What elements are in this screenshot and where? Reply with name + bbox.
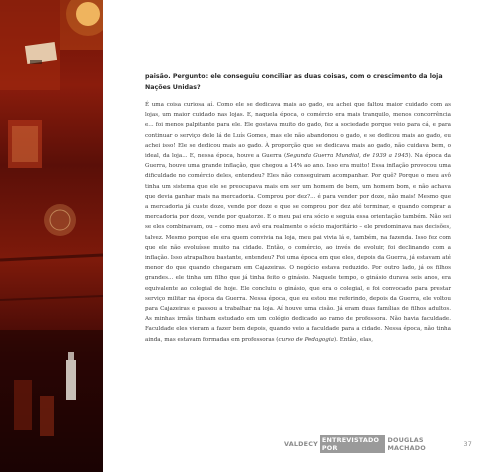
answer-part-2: ). Na época da Guerra, houve uma grande inflação, que chegou a 14% ao ano. Isso era muito! Essa inflação provocou uma dificuldade no comércio deles, entendeu? Eles não conseguiram acompanhar. Por quê? Porque o meu avô tinha um sistema que ele se preocupava mais em ser um homem de bem, um homem bom, e não achava que devia ganhar mais na mercadoria. Comprou por dez?... é para vender por doze, não mais! Mesmo que a mercadoria já custe doze, vende por doze e que se comprou por dez até terminar, e quando comprar a mercadoria por doze, vende por quatorze. E o meu pai era sócio e seguia essa orientação também. Não sei se eles combinavam, ou – como meu avô era realmente o sócio majoritário – ele predominava nas decisões, talvez. Mesmo porque ele era quem convivia na loja, meu pai vivia lá e, também, na fazenda. Isso fez com que ele não evoluísse muito na cidade. Então, o comércio, ao invés de evoluir, foi declinando com a inflação. Isso atrapalhou bastante, entendeu? Foi uma época em que eles, depois da Guerra, já estavam até menor do que quando chegaram em Cajazeiras. O negócio estava reduzido. Por outro lado, já os filhos grandes... ele tinha um filho que já tinha feito o ginásio. Naquele tempo, o ginásio durava seis anos, era equivalente ao colegial de hoje. Ele concluiu o ginásio, que era o colegial, e foi convocado para prestar serviço militar na época da Guerra. Nessa época, que eu estou me referindo, depois da Guerra, ele voltou para Cajazeiras e passou a trabalhar na loja. Aí houve uma cisão. Já eram duas famílias de filhos adultos. As minhas irmãs tinham estudado em um colégio dedicado ao ramo de professora. Não havia faculdade. Faculdade eles vieram a fazer bem depois, quando veio a faculdade para a cidade. Nessa época, não tinha ainda, mas estavam formadas em professoras (	[145, 153, 452, 343]
footer-label: ENTREVISTADO POR	[320, 435, 386, 453]
interview-answer	[145, 100, 451, 345]
footer-interviewee: VALDECY	[284, 439, 318, 448]
interview-question: paisão. Pergunto: ele conseguiu conciliar as duas coisas, com o crescimento da loja Nações Unidas?	[145, 73, 443, 91]
photo-art	[0, 0, 103, 472]
footer-author: DOUGLAS MACHADO	[387, 435, 426, 452]
document-page	[112, 0, 472, 472]
cover-photo	[0, 0, 103, 472]
answer-part-3: ). Então, elas,	[334, 336, 374, 343]
page-number: 37	[463, 439, 472, 448]
answer-italic-2: curso de Pedagogia	[278, 336, 334, 343]
page-footer	[284, 435, 472, 452]
answer-italic-1: Segunda Guerra Mundial, de 1939 a 1945	[286, 153, 409, 160]
answer-part-1: É uma coisa curiosa aí. Como ele se dedicava mais ao gado, eu achei que faltou maior cuidado com as lojas, um maior cuidado nas lojas. E, naquela época, o comércio era mais tranquilo, menos concorrência e... foi menos palpitante para ele. Ele gostava muito do gado, fez a sociedade porque veio para cá, e para continuar o serviço dele lá de Luís Gomes, mas ele não abandonou o gado, e se dedicou mais ao gado, eu achei isso! Ele se dedicou mais ao gado. À proporção que se dedicava mais ao gado, não cuidava bem, o ideal, da loja... E, nessa época, houve a Guerra (	[145, 102, 451, 160]
